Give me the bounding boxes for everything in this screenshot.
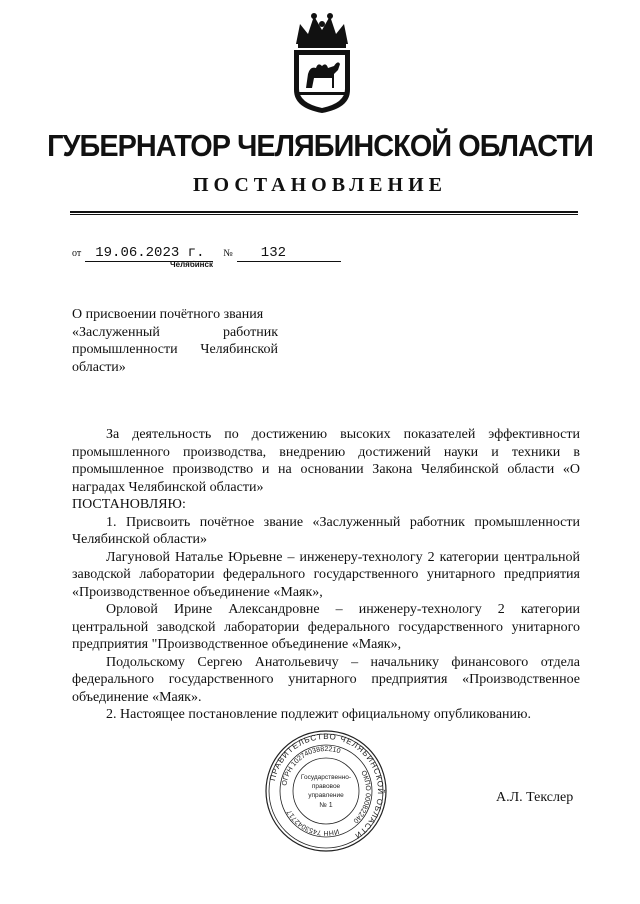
subject-line: промышленности Челябинской	[72, 342, 278, 357]
coat-of-arms-icon	[290, 10, 354, 114]
signatory-name: А.Л. Текслер	[496, 790, 574, 805]
seal-okpo: ОКПО 00082240	[351, 769, 372, 825]
subject-line: «Заслуженный работник	[72, 324, 278, 340]
decree-number: 132	[237, 245, 341, 262]
item-1: 1. Присвоить почётное звание «Заслуженный работник промышленности Челябинской области»	[72, 514, 580, 547]
from-label: от	[72, 248, 82, 259]
decree-date: 19.06.2023 г.	[85, 245, 213, 262]
decree-subject	[72, 306, 278, 376]
decree-body	[72, 426, 580, 724]
document-type: ПОСТАНОВЛЕНИЕ	[193, 174, 447, 196]
seal-center-line: управление	[308, 792, 344, 799]
seal-ogrn: ОГРН 1027403882210	[281, 745, 342, 787]
awardee-1: Лагуновой Наталье Юрьевне – инженеру-технологу 2 категории центральной заводской лаборатории федерального государственного унитарного предприятия «Производственное объединение «Маяк»,	[72, 549, 580, 600]
item-2: 2. Настоящее постановление подлежит официальному опубликованию.	[106, 707, 531, 722]
svg-text:ОКПО 00082240	[352, 770, 372, 825]
seal-ring-text: ПРАВИТЕЛЬСТВО ЧЕЛЯБИНСКОЙ ОБЛАСТИ	[268, 731, 386, 841]
subject-line: О присвоении почётного звания	[72, 307, 264, 322]
header-rule-thin	[70, 214, 578, 215]
seal-inn: ИНН 7453042717	[286, 808, 340, 837]
city-label: Челябинск	[170, 260, 213, 269]
seal-center-line: Государственно-	[300, 774, 352, 781]
awardee-2: Орловой Ирине Александровне – инженеру-технологу 2 категории центральной заводской лаборатории федерального государственного унитарного предприятия "Производственное объединение «Маяк»,	[72, 602, 580, 652]
subject-line: области»	[72, 359, 126, 375]
intro-paragraph: За деятельность по достижению высоких показателей эффективности промышленного производства, внедрению достижений науки и техники в промышленное производство и на основании Закона Челябинской области «О наградах Челябинской области»	[72, 427, 580, 495]
svg-text:ИНН 7453042717	[286, 808, 340, 836]
awardee-3: Подольскому Сергею Анатольевичу – начальнику финансового отдела федерального государственного унитарного предприятия «Производственное объединение «Маяк».	[72, 654, 580, 705]
seal-center-line: № 1	[319, 802, 333, 809]
resolve-word: ПОСТАНОВЛЯЮ:	[72, 497, 186, 512]
header-rule-thick	[70, 211, 578, 213]
authority-title: ГУБЕРНАТОР ЧЕЛЯБИНСКОЙ ОБЛАСТИ	[47, 128, 593, 163]
official-seal	[264, 729, 388, 853]
seal-center-line: правовое	[311, 783, 341, 790]
number-label: №	[223, 248, 233, 259]
